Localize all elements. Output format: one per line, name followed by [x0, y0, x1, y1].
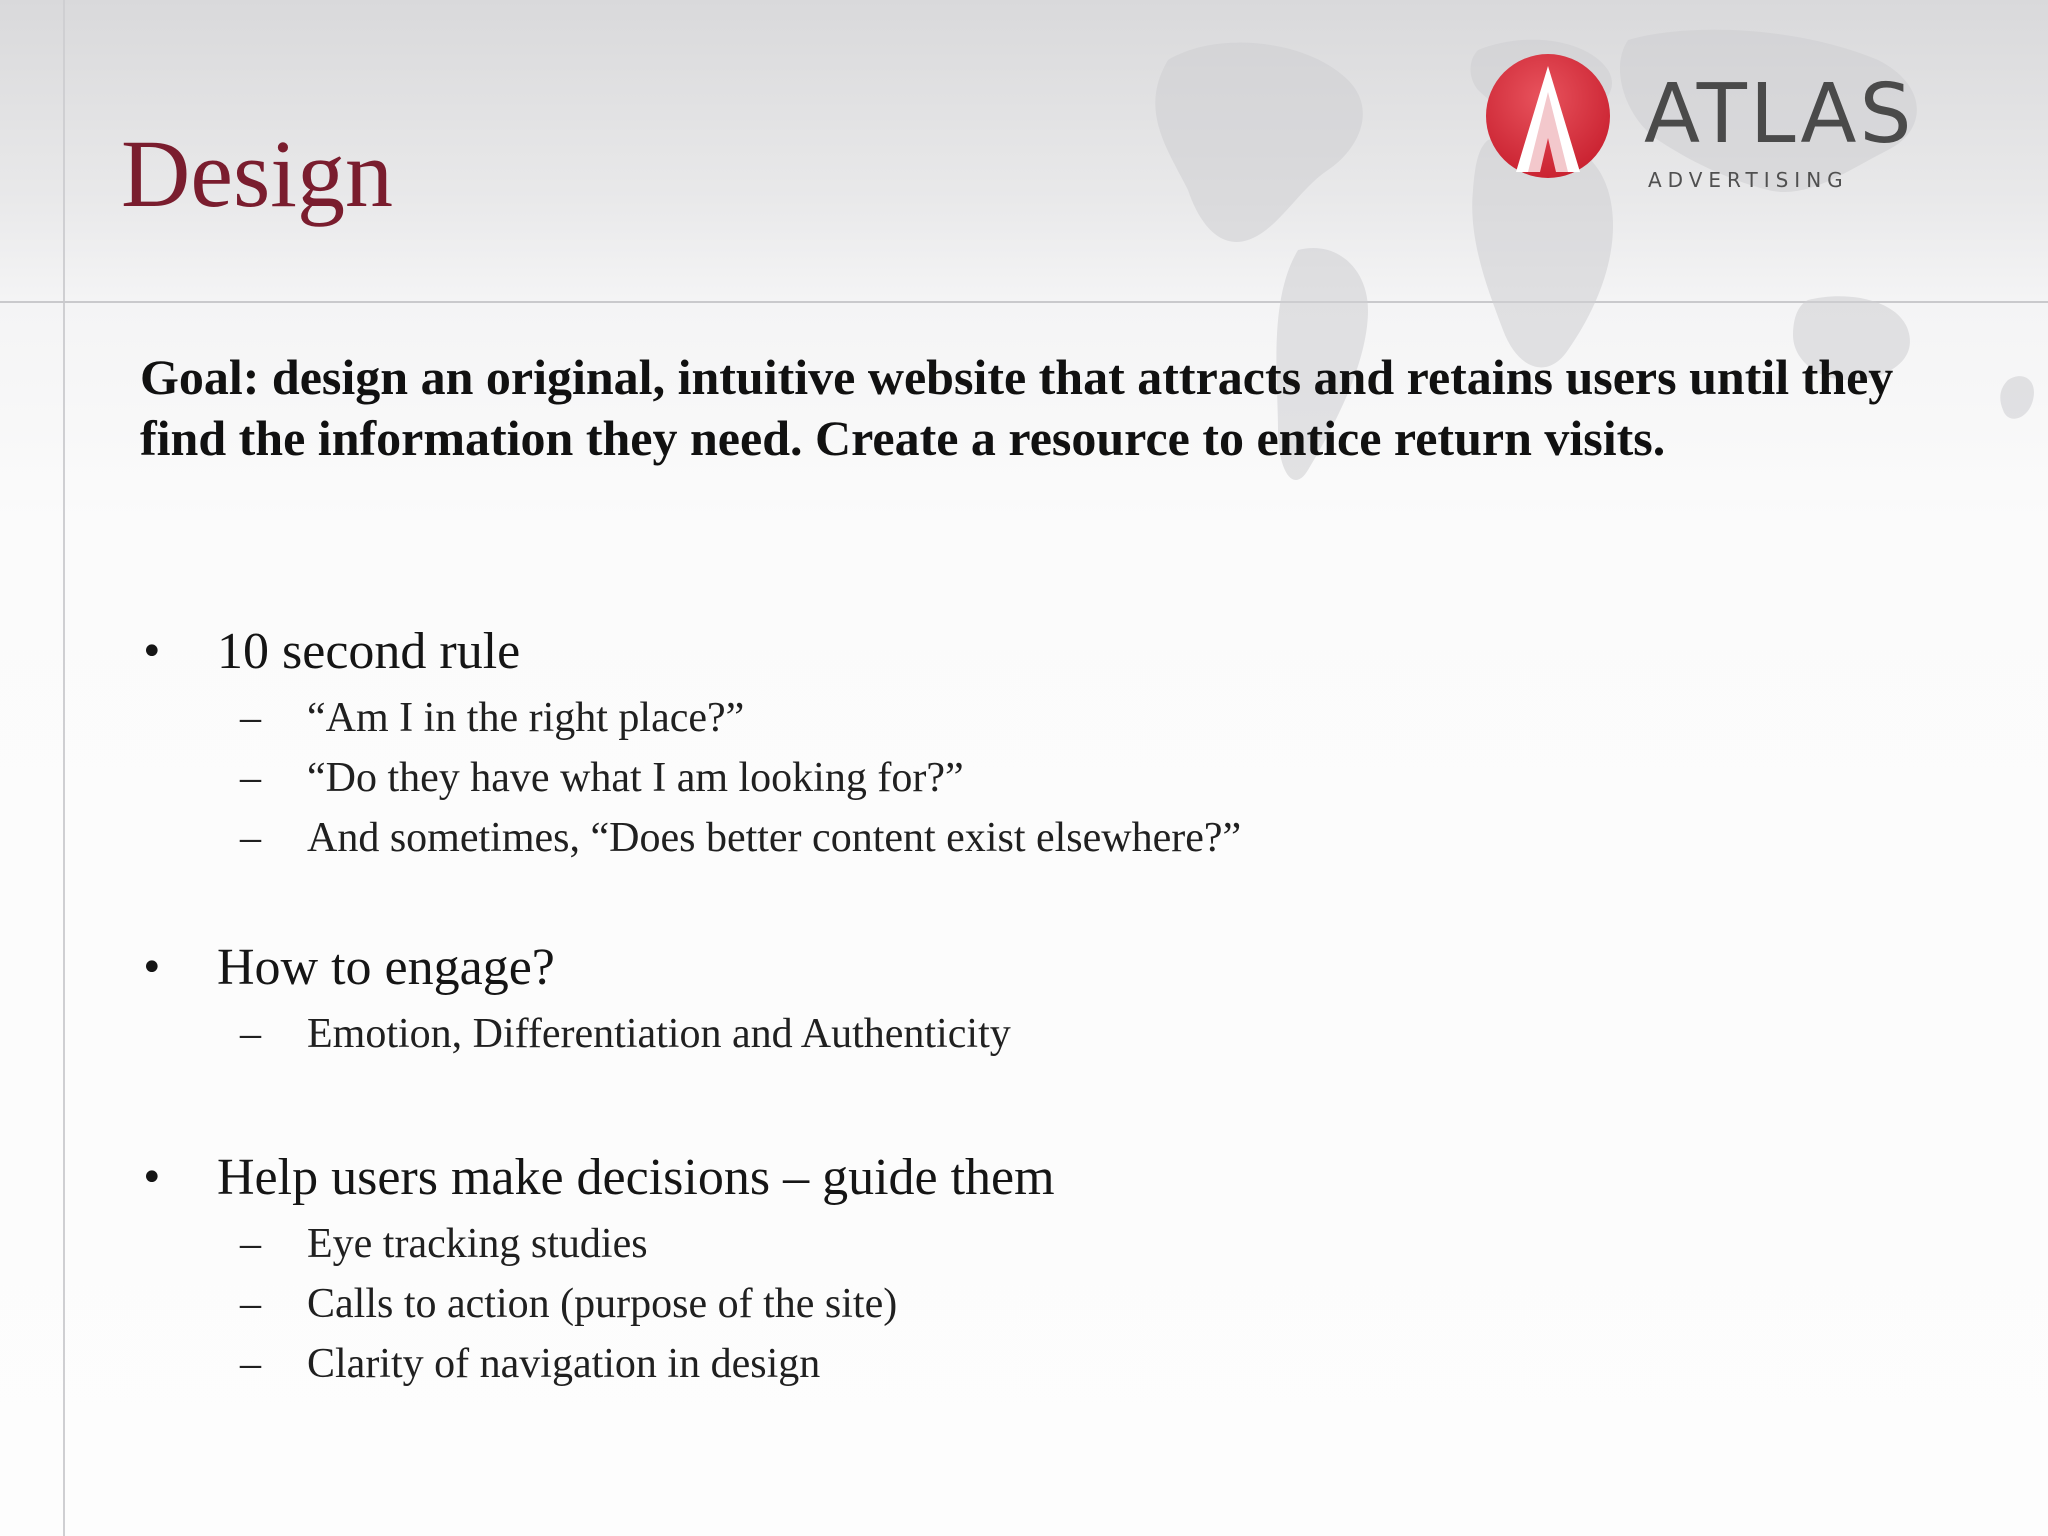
bullet-icon: •: [140, 629, 164, 675]
bullet-item: [140, 1146, 1055, 1210]
bullet-text: Help users make decisions – guide them: [217, 1149, 1055, 1206]
sub-bullet-text: And sometimes, “Does better content exist elsewhere?”: [307, 815, 1242, 861]
bullet-group: [140, 936, 1011, 1064]
sub-bullet-text: Clarity of navigation in design: [307, 1341, 821, 1387]
bullet-item: [140, 936, 1011, 1000]
sub-bullet-item: [140, 748, 1241, 808]
sub-bullet-item: [140, 808, 1241, 868]
bullet-group: [140, 620, 1241, 868]
atlas-advertising-logo: [1484, 52, 1915, 202]
sub-bullet-text: “Do they have what I am looking for?”: [307, 755, 964, 801]
sub-bullet-text: Emotion, Differentiation and Authenticity: [307, 1011, 1011, 1057]
left-rule-line: [63, 0, 65, 1536]
logo-wordmark: ATLAS: [1644, 67, 1915, 162]
logo-subtitle: ADVERTISING: [1648, 168, 1849, 192]
sub-bullet-item: [140, 1004, 1011, 1064]
sub-bullet-text: Calls to action (purpose of the site): [307, 1281, 898, 1327]
sub-bullet-text: “Am I in the right place?”: [307, 695, 745, 741]
atlas-logo-icon: [1484, 52, 1612, 180]
sub-bullet-text: Eye tracking studies: [307, 1221, 648, 1267]
dash-icon: –: [240, 695, 261, 741]
bullet-group: [140, 1146, 1055, 1394]
sub-bullet-item: [140, 1214, 1055, 1274]
sub-bullet-item: [140, 688, 1241, 748]
sub-bullet-item: [140, 1334, 1055, 1394]
bullet-icon: •: [140, 945, 164, 991]
bullet-text: How to engage?: [217, 939, 555, 996]
slide-title: Design: [121, 120, 393, 227]
bullet-item: [140, 620, 1241, 684]
bullet-text: 10 second rule: [217, 623, 521, 680]
dash-icon: –: [240, 815, 261, 861]
goal-statement: Goal: design an original, intuitive website that attracts and retains users until they find the information they need. Create a resource to entice return visits.: [140, 349, 1894, 466]
dash-icon: –: [240, 1011, 261, 1057]
sub-bullet-item: [140, 1274, 1055, 1334]
dash-icon: –: [240, 1221, 261, 1267]
dash-icon: –: [240, 755, 261, 801]
dash-icon: –: [240, 1281, 261, 1327]
dash-icon: –: [240, 1341, 261, 1387]
bullet-icon: •: [140, 1155, 164, 1201]
